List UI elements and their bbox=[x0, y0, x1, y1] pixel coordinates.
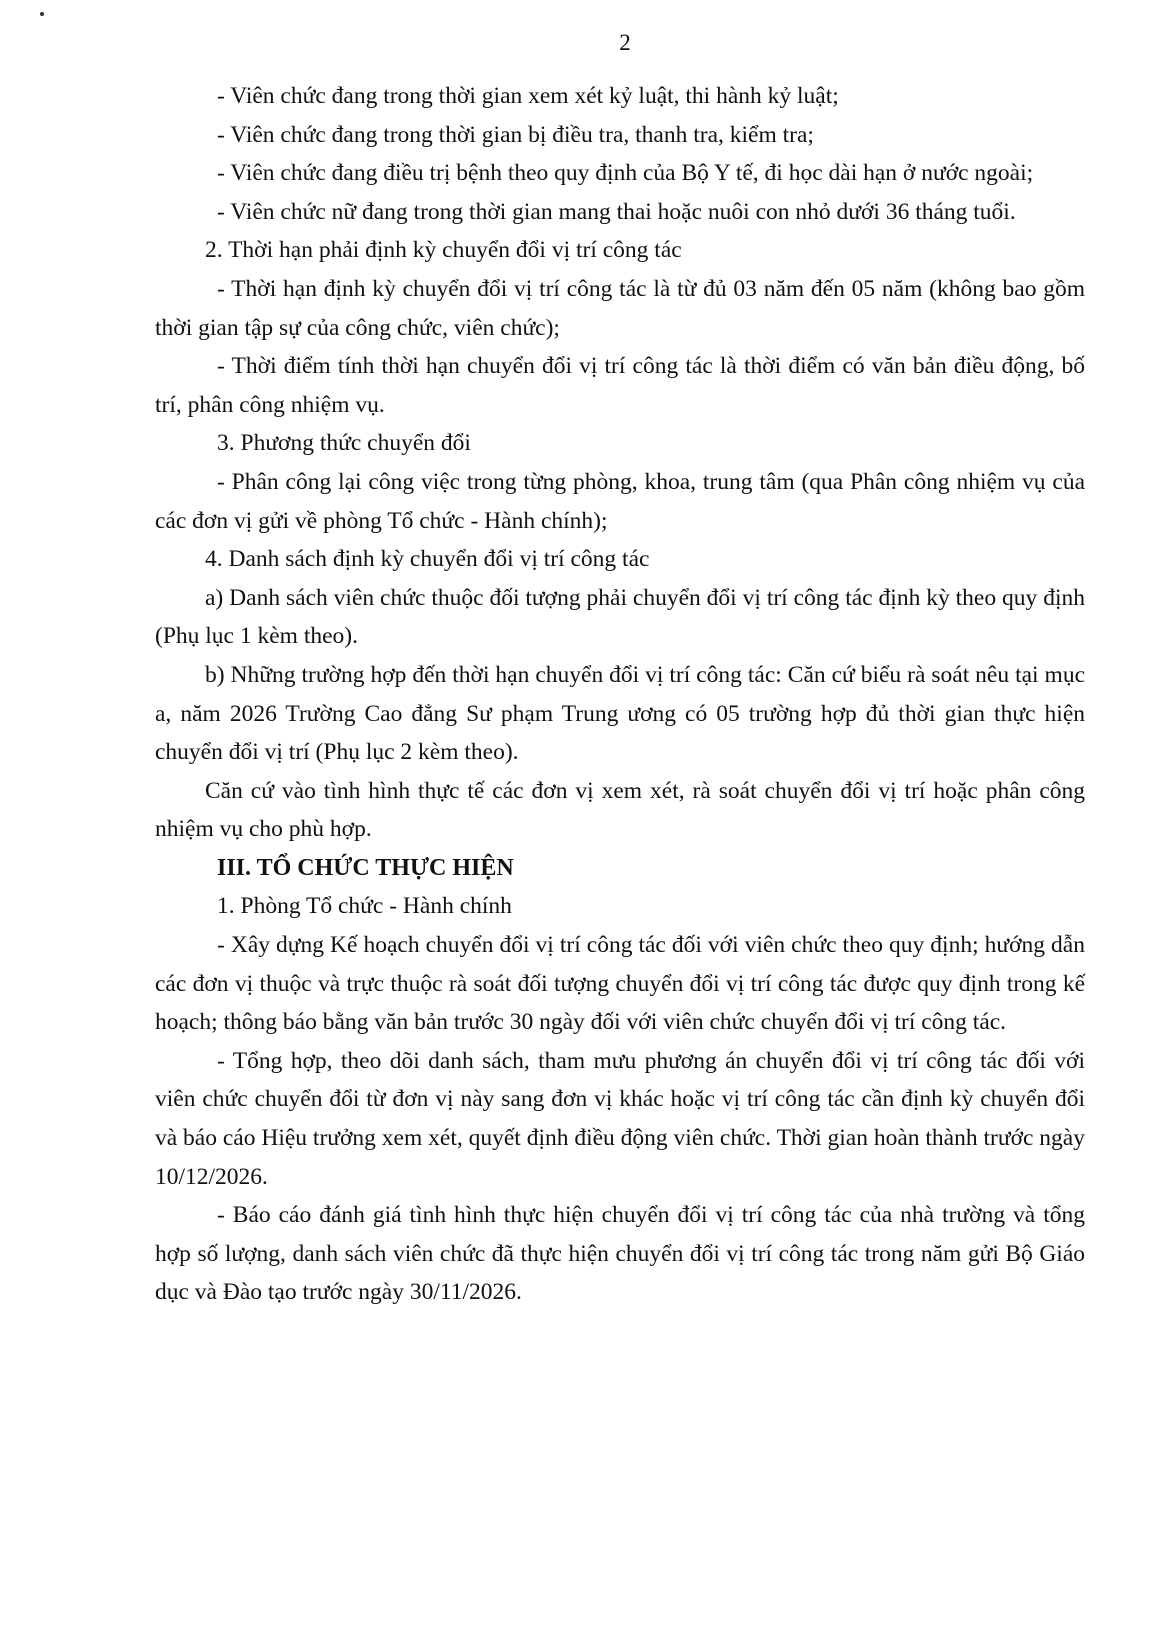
paragraph-investigation: - Viên chức đang trong thời gian bị điều tra, thanh tra, kiểm tra; bbox=[217, 121, 814, 148]
paragraph-list-b: b) Những trường hợp đến thời hạn chuyển đổi vị trí công tác: Căn cứ biểu rà soát nêu tại mục a, năm 2026 Trường Cao đẳng Sư phạm Trung ương có 05 trường hợp đủ thời gian thực hiện chuyển đổi vị trí (Phụ lục 2 kèm theo). bbox=[155, 661, 1085, 766]
paragraph-time-limit: - Thời hạn định kỳ chuyển đổi vị trí công tác là từ đủ 03 năm đến 05 năm (không bao gồm thời gian tập sự của công chức, viên chức); bbox=[155, 275, 1085, 341]
paragraph-method: - Phân công lại công việc trong từng phòng, khoa, trung tâm (qua Phân công nhiệm vụ của các đơn vị gửi về phòng Tổ chức - Hành chính); bbox=[155, 468, 1085, 534]
paragraph-summary: - Tổng hợp, theo dõi danh sách, tham mưu phương án chuyển đổi vị trí công tác đối với viên chức chuyển đổi từ đơn vị này sang đơn vị khác hoặc vị trí công tác cần định kỳ chuyển đổi và báo cáo Hiệu trưởng xem xét, quyết định điều động viên chức. Thời gian hoàn thành trước ngày 10/12/2026. bbox=[155, 1047, 1085, 1190]
paragraph-discipline: - Viên chức đang trong thời gian xem xét kỷ luật, thi hành kỷ luật; bbox=[217, 83, 839, 109]
subheading-admin-office: 1. Phòng Tổ chức - Hành chính bbox=[217, 893, 512, 920]
paragraph-report: - Báo cáo đánh giá tình hình thực hiện chuyển đổi vị trí công tác của nhà trường và tổng hợp số lượng, danh sách viên chức đã thực hiện chuyển đổi vị trí công tác trong năm gửi Bộ Giáo dục và Đào tạo trước ngày 30/11/2026. bbox=[155, 1202, 1085, 1306]
paragraph-list-a: a) Danh sách viên chức thuộc đối tượng phải chuyển đổi vị trí công tác định kỳ theo quy định (Phụ lục 1 kèm theo). bbox=[155, 584, 1085, 650]
paragraph-review: Căn cứ vào tình hình thực tế các đơn vị xem xét, rà soát chuyển đổi vị trí hoặc phân công nhiệm vụ cho phù hợp. bbox=[155, 777, 1085, 843]
subheading-list: 4. Danh sách định kỳ chuyển đổi vị trí công tác bbox=[205, 546, 650, 573]
scan-speck bbox=[40, 12, 44, 16]
document-body bbox=[155, 77, 1085, 1312]
paragraph-time-point: - Thời điểm tính thời hạn chuyển đổi vị trí công tác là thời điểm có văn bản điều động, bố trí, phân công nhiệm vụ. bbox=[155, 353, 1085, 418]
subheading-method: 3. Phương thức chuyển đổi bbox=[217, 430, 471, 457]
paragraph-treatment-study: - Viên chức đang điều trị bệnh theo quy định của Bộ Y tế, đi học dài hạn ở nước ngoài; bbox=[217, 160, 1034, 187]
subheading-time-limit: 2. Thời hạn phải định kỳ chuyển đổi vị trí công tác bbox=[205, 237, 682, 264]
page-number: 2 bbox=[619, 30, 631, 55]
section-heading: III. TỔ CHỨC THỰC HIỆN bbox=[217, 854, 514, 881]
paragraph-build-plan: - Xây dựng Kế hoạch chuyển đổi vị trí công tác đối với viên chức theo quy định; hướng dẫn các đơn vị thuộc và trực thuộc rà soát đối tượng chuyển đổi vị trí công tác được quy định trong kế hoạch; thông báo bằng văn bản trước 30 ngày đối với viên chức chuyển đổi vị trí công tác. bbox=[155, 932, 1085, 1036]
paragraph-pregnancy: - Viên chức nữ đang trong thời gian mang thai hoặc nuôi con nhỏ dưới 36 tháng tuổi. bbox=[217, 198, 1016, 225]
